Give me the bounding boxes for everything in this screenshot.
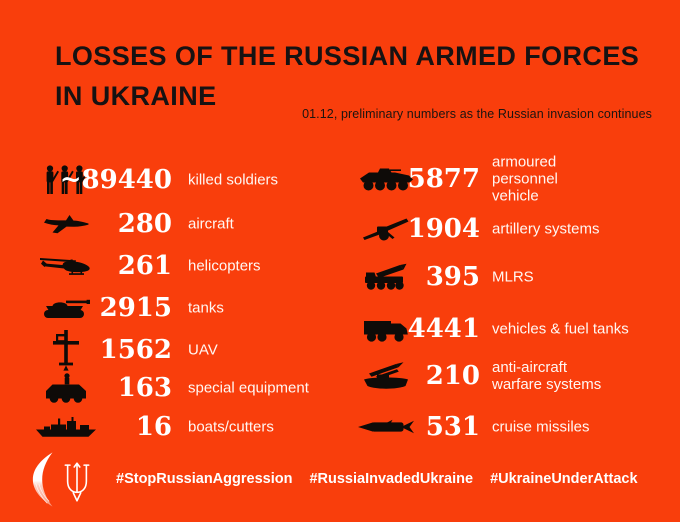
subtitle-date-note: 01.12, preliminary numbers as the Russian invasion continues: [302, 107, 652, 121]
stat-label: UAV: [188, 341, 218, 359]
stat-row-artillery: [340, 207, 680, 251]
stat-label: vehicles & fuel tanks: [492, 320, 629, 338]
stat-value: ~89440: [59, 165, 172, 195]
stat-label: boats/cutters: [188, 418, 274, 436]
stat-row-anti-aircraft: [340, 354, 680, 398]
hashtag-stop-russian-aggression: #StopRussianAggression: [116, 471, 293, 487]
page-title: [55, 36, 639, 116]
stat-row-mlrs: [340, 255, 680, 299]
stat-row-aircraft: [0, 202, 340, 246]
stat-label: armoured personnel vehicle: [492, 153, 558, 205]
stat-value: 163: [117, 373, 172, 403]
stat-row-tanks: [0, 286, 340, 330]
stat-label: killed soldiers: [188, 171, 279, 189]
stat-label: helicopters: [188, 257, 261, 275]
stat-label: special equipment: [188, 379, 309, 397]
footer-hashtags: [116, 471, 638, 487]
hashtag-ukraine-under-attack: #UkraineUnderAttack: [490, 471, 638, 487]
title-line-1: LOSSES OF THE RUSSIAN ARMED FORCES: [55, 41, 640, 71]
stat-row-apc: [340, 153, 680, 205]
stat-row-special-equipment: [0, 366, 340, 410]
stat-row-vehicles: [340, 307, 680, 351]
stat-row-cruise-missiles: [340, 405, 680, 449]
stat-label: anti-aircraft warfare systems: [492, 359, 602, 393]
crescent-logo-icon: [31, 451, 59, 508]
trident-logo-icon: [62, 461, 92, 503]
stat-label: cruise missiles: [492, 418, 590, 436]
title-line-2: IN UKRAINE: [55, 81, 217, 111]
stat-row-killed-soldiers: [0, 158, 340, 202]
stat-value: 261: [117, 251, 172, 281]
stat-value: 280: [117, 209, 172, 239]
stat-value: 1904: [407, 214, 480, 244]
stat-label: MLRS: [492, 268, 534, 286]
stat-value: 531: [425, 412, 480, 442]
stat-value: 4441: [407, 314, 480, 344]
stat-value: 5877: [407, 164, 480, 194]
stat-value: 395: [425, 262, 480, 292]
stat-row-boats: [0, 405, 340, 449]
stat-value: 16: [135, 412, 172, 442]
stat-value: 1562: [99, 335, 172, 365]
stat-label: tanks: [188, 299, 224, 317]
stat-value: 2915: [99, 293, 172, 323]
hashtag-russia-invaded-ukraine: #RussiaInvadedUkraine: [309, 471, 474, 487]
stat-label: aircraft: [188, 215, 234, 233]
stat-row-helicopters: [0, 244, 340, 288]
stat-label: artillery systems: [492, 220, 600, 238]
stat-value: 210: [425, 361, 480, 391]
